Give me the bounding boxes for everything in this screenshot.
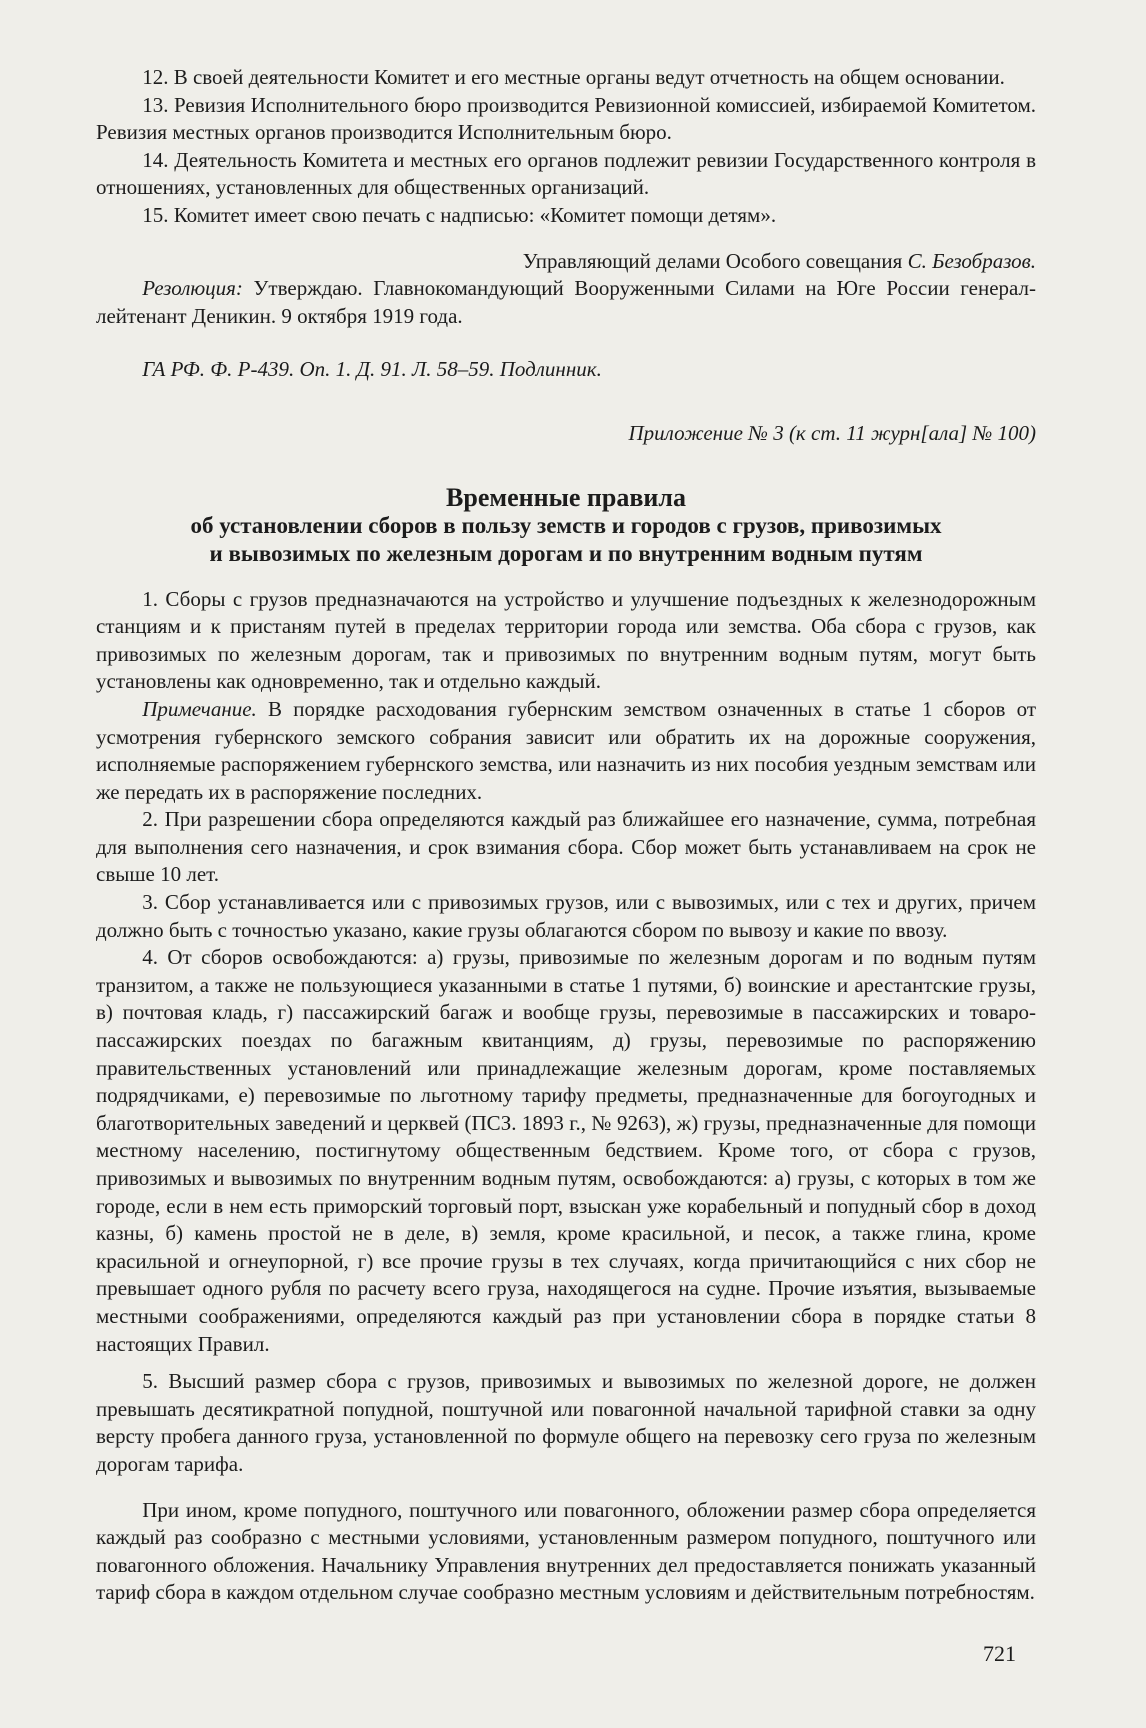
signature-line: [96, 248, 1036, 276]
archive-reference: ГА РФ. Ф. Р-439. Оп. 1. Д. 91. Л. 58–59. Подлинник.: [142, 357, 602, 382]
document-title: [96, 484, 1036, 568]
appendix-label: Приложение № 3 (к ст. 11 журн[ала] № 100): [628, 420, 1036, 445]
signature-role: Управляющий делами Особого совещания: [522, 248, 903, 273]
signature-name: С. Безобразов.: [907, 248, 1036, 273]
rule-1: 1. Сборы с грузов предназначаются на устройство и улучшение подъездных к железнодорожным станциям и к пристаням путей в пределах территории города или земства. Оба сбора с грузов, как привозимых по железным дорогам, так и привозимых по внутренним водным путям, могут быть установлены как одновременно, так и отдельно каждый.: [96, 586, 1036, 694]
paragraph-15: 15. Комитет имеет свою печать с надписью: «Комитет помощи детям».: [142, 202, 777, 227]
paragraph-12: 12. В своей деятельности Комитет и его местные органы ведут отчетность на общем основании.: [142, 65, 1005, 89]
title-line-1: Временные правила: [446, 482, 686, 512]
resolution: [96, 275, 1036, 330]
page-text: [96, 64, 1036, 1607]
title-line-2: об установлении сборов в пользу земств и городов с грузов, привозимых: [190, 512, 942, 538]
title-line-3: и вывозимых по железным дорогам и по внутренним водным путям: [209, 540, 923, 566]
rule-5-continuation: При ином, кроме попудного, поштучного или повагонного, обложении размер сбора определяется каждый раз сообразно с местными условиями, установленным размером попудного, поштучного или повагонного обложения. Начальнику Управления внутренних дел предоставляется понижать указанный тариф сбора в каждом отдельном случае сообразно местным условиям и действительным потребностям.: [96, 1497, 1036, 1605]
note-text: В порядке расходования губернским земством означенных в статье 1 сборов от усмотрения губернского земского собрания зависит или обратить их на дорожные сооружения, исполняемые распоряжением губернского земства, или назначить из них пособия уездным земствам или же передать их в распоряжение последних.: [96, 696, 1036, 804]
note-label: Примечание.: [142, 696, 257, 721]
paragraph-13: 13. Ревизия Исполнительного бюро производится Ревизионной комиссией, избираемой Комитетом. Ревизия местных органов производится Исполнительным бюро.: [96, 92, 1036, 145]
resolution-text: Утверждаю. Главнокомандующий Вооруженными Силами на Юге России генерал-лейтенант Деникин. 9 октября 1919 года.: [96, 276, 1036, 328]
rule-5: 5. Высший размер сбора с грузов, привозимых и вывозимых по железной дороге, не должен превышать десятикратной попудной, поштучной или повагонной начальной тарифной ставки за одну версту пробега данного груза, установленной по формуле общего на перевозку сего груза по железным дорогам тарифа.: [96, 1369, 1036, 1476]
rule-2: 2. При разрешении сбора определяются каждый раз ближайшее его назначение, сумма, потребная для выполнения сего назначения, и срок взимания сбора. Сбор может быть устанавливаем на срок не свыше 10 лет.: [96, 807, 1036, 887]
paragraph-14: 14. Деятельность Комитета и местных его органов подлежит ревизии Государственного контроля в отношениях, установленных для общественных организаций.: [96, 147, 1036, 200]
resolution-label: Резолюция:: [142, 276, 243, 301]
page-number: 721: [983, 1641, 1016, 1666]
rule-4: 4. От сборов освобождаются: а) грузы, привозимые по железным дорогам и по водным путям транзитом, а также не пользующиеся указанными в статье 1 путями, б) воинские и арестантские грузы, в) почтовая кладь, г) пассажирский багаж и вообще грузы, перевозимые в пассажирских и товаро-пассажирских поездах по багажным квитанциям, д) грузы, перевозимые по распоряжению правительственных установлений или принадлежащие железным дорогам, кроме поставляемых подрядчиками, е) перевозимые по льготному тарифу предметы, предназначенные для богоугодных и благотворительных заведений и церквей (ПСЗ. 1893 г., № 9263), ж) грузы, предназначенные для помощи местному населению, постигнутому общественным бедствием. Кроме того, от сбора с грузов, привозимых и вывозимых по внутренним водным путям, освобождаются: а) грузы, с которых в том же городе, если в нем есть приморский торговый порт, взыскан уже корабельный и попудный сбор в доход казны, б) камень простой не в деле, в) земля, кроме красильной, и песок, а также глина, кроме красильной и огнеупорной, г) все прочие грузы в тех случаях, когда причитающийся с них сбор не превышает одного рубля по расчету всего груза, находящегося на судне. Прочие изъятия, вызываемые местными соображениями, определяются каждый раз при установлении сбора в порядке статьи 8 настоящих Правил.: [96, 945, 1036, 1356]
rule-3: 3. Сбор устанавливается или с привозимых грузов, или с вывозимых, или с тех и других, причем должно быть с точностью указано, какие грузы облагаются сбором по вывозу и какие по ввозу.: [96, 890, 1036, 942]
note: [96, 696, 1036, 806]
